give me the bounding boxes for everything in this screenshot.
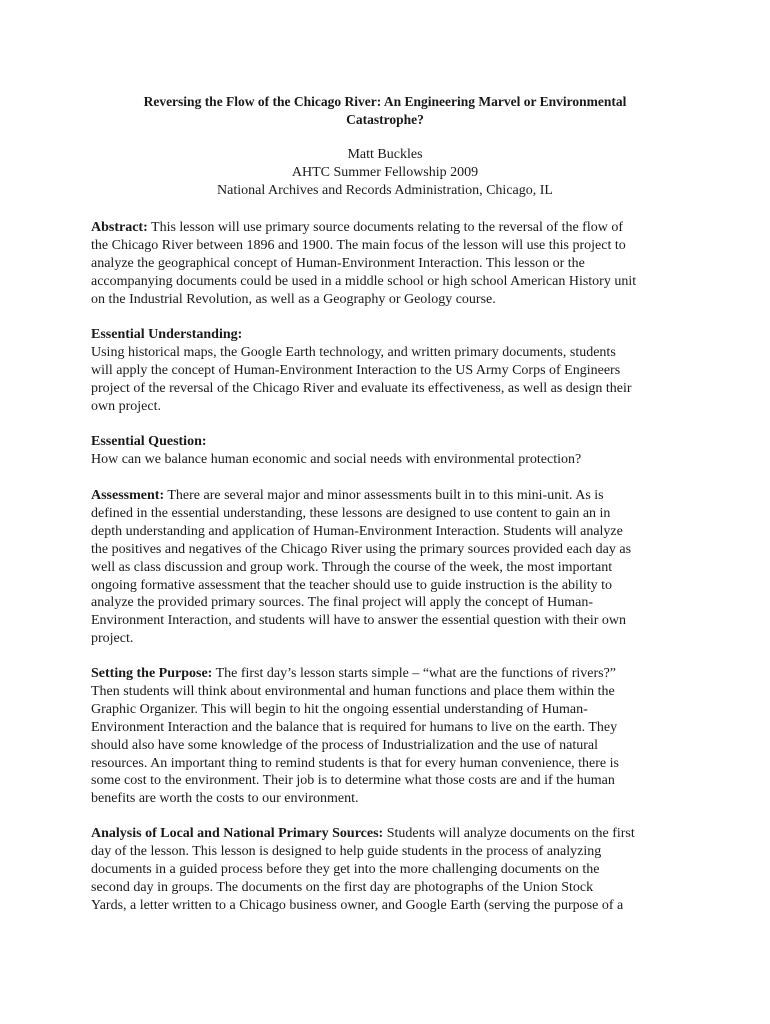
paragraph-line: resources. An important thing to remind students is that for every human convenience, there is [91, 755, 619, 771]
paragraph-line: own project. [91, 398, 161, 414]
section-heading: Setting the Purpose: [91, 666, 213, 681]
paragraph-line: benefits are worth the costs to our environment. [91, 791, 359, 807]
title-line: Catastrophe? [346, 111, 424, 127]
paragraph-line: Abstract: This lesson will use primary source documents relating to the reversal of the flow of [91, 220, 623, 235]
paragraph-line: Graphic Organizer. This will begin to hit the ongoing essential understanding of Human- [91, 701, 588, 717]
section-heading: Assessment: [91, 488, 165, 503]
paragraph-line: accompanying documents could be used in a middle school or high school American History unit [91, 273, 637, 289]
paragraph-line: depth understanding and application of Human-Environment Interaction. Students will analyze [91, 523, 623, 539]
paragraph-line: Environment Interaction and the balance that is required for humans to live on the earth. They [91, 719, 618, 735]
understanding-section [91, 326, 681, 416]
paragraph-line: analyze the provided primary sources. The final project will apply the concept of Human- [91, 595, 594, 611]
paragraph-line: Then students will think about environmental and human functions and place them within the [91, 683, 615, 699]
paragraph-line: the Chicago River between 1896 and 1900. The main focus of the lesson will use this project to [91, 237, 626, 253]
paragraph-line: Analysis of Local and National Primary Sources: Students will analyze documents on the first [91, 826, 635, 841]
analysis-section [91, 825, 681, 915]
fellowship: AHTC Summer Fellowship 2009 [291, 165, 479, 180]
paragraph-line: well as class discussion and group work. Through the course of the week, the most important [91, 559, 613, 575]
paragraph-line: will apply the concept of Human-Environment Interaction to the US Army Corps of Engineers [91, 362, 621, 378]
author-name: Matt Buckles [347, 147, 423, 162]
paragraph-line: Yards, a letter written to a Chicago business owner, and Google Earth (serving the purpose of a [91, 897, 624, 913]
title-line: Reversing the Flow of the Chicago River: An Engineering Marvel or Environmental [143, 94, 627, 109]
paragraph-line: documents in a guided process before they get into the more challenging documents on the [91, 861, 600, 877]
paragraph-line: some cost to the environment. Their job is to determine what those costs are and if the human [91, 773, 615, 789]
paragraph-line: project. [91, 631, 134, 647]
question-section [91, 433, 681, 469]
paragraph-line: Setting the Purpose: The first day’s lesson starts simple – “what are the functions of rivers?” [91, 666, 617, 681]
paragraph-line: defined in the essential understanding, these lessons are designed to use content to gain an in [91, 505, 611, 521]
paragraph-line: should also have some knowledge of the process of Industrialization and the use of natural [91, 737, 598, 753]
section-heading: Essential Question: [91, 434, 207, 449]
paragraph-line: How can we balance human economic and social needs with environmental protection? [91, 451, 582, 467]
paragraph-line: second day in groups. The documents on the first day are photographs of the Union Stock [91, 879, 594, 895]
author-block [90, 146, 680, 200]
paragraph-line: ongoing formative assessment that the teacher should use to guide instruction is the ability to [91, 577, 613, 593]
paragraph-line: Using historical maps, the Google Earth technology, and written primary documents, students [91, 344, 616, 360]
paragraph-line: Assessment: There are several major and minor assessments built in to this mini-unit. As is [91, 488, 604, 503]
purpose-section [91, 665, 681, 808]
paragraph-line: on the Industrial Revolution, as well as a Geography or Geology course. [91, 291, 496, 307]
paragraph-line: Environment Interaction, and students will have to answer the essential question with their own [91, 613, 626, 629]
institution: National Archives and Records Administration, Chicago, IL [217, 183, 553, 198]
document-title [90, 93, 680, 128]
paragraph-line: day of the lesson. This lesson is designed to help guide students in the process of analyzing [91, 843, 602, 859]
section-heading: Essential Understanding: [91, 327, 243, 342]
assessment-section [91, 487, 681, 648]
paragraph-line: project of the reversal of the Chicago River and evaluate its effectiveness, as well as design their [91, 380, 632, 396]
section-heading: Abstract: [91, 220, 148, 235]
paragraph-line: the positives and negatives of the Chicago River using the primary sources provided each day as [91, 541, 632, 557]
abstract-section [91, 219, 681, 309]
section-heading: Analysis of Local and National Primary Sources: [91, 826, 384, 841]
paragraph-line: analyze the geographical concept of Human-Environment Interaction. This lesson or the [91, 255, 585, 271]
